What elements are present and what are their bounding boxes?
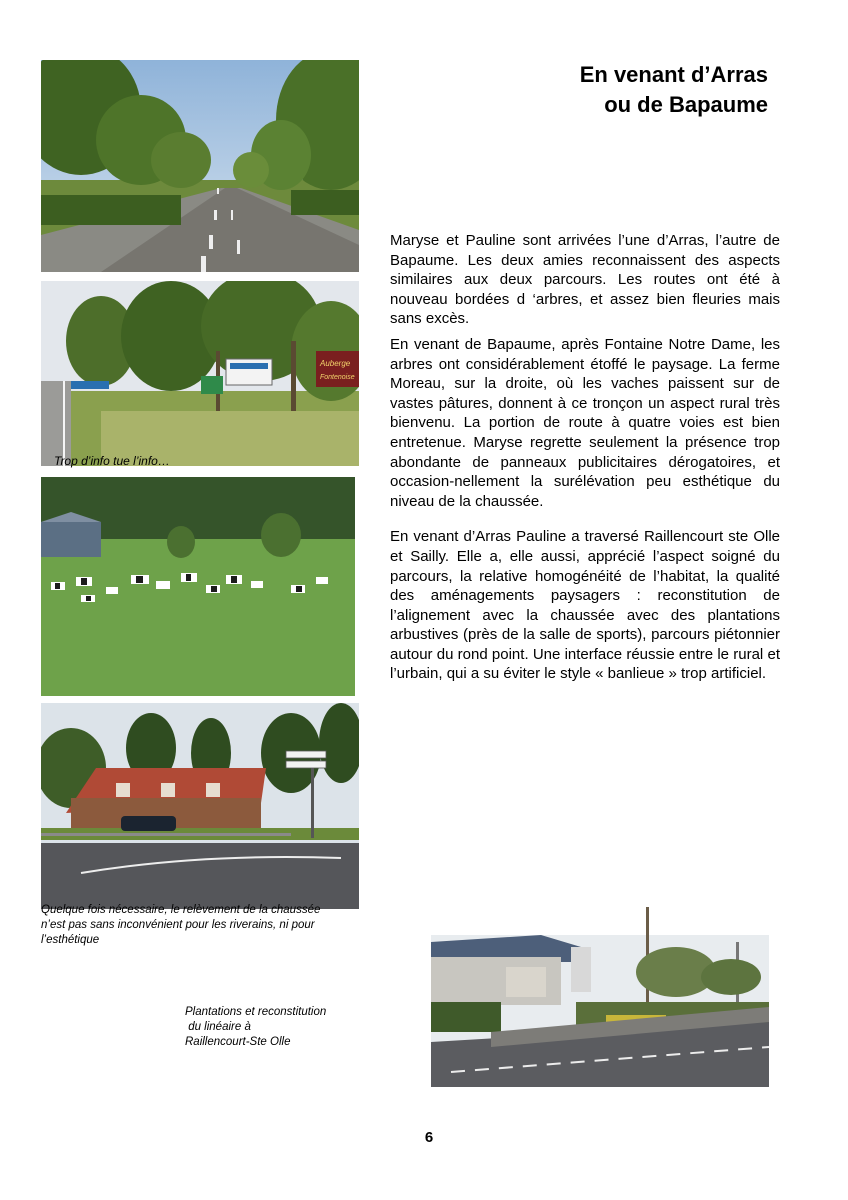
photo-raillencourt-plantations [431, 907, 769, 1087]
caption-signs: Trop d’info tue l’info… [54, 454, 170, 468]
paragraph-arras: En venant d’Arras Pauline a traversé Raillencourt ste Olle et Sailly. Elle a, elle aussi, apprécié l’aspect soigné du parcours, la relative homogénéité de l’habitat, la qualité des aménagements paysagers : reconstitution de l’alignement avec la chaussée avec des plantations arbustives (près de la salle de sports), parcours piétonnier autour du rond point. Une interface réussie entre le rural et l’urbain, qui a su éviter le style « banlieue » trop artificiel. [390, 528, 780, 683]
page-number: 6 [424, 1129, 434, 1146]
sign-fontenoise-text: Fontenoise [320, 374, 355, 381]
photo-cows-pasture [41, 477, 355, 696]
caption-plantations [185, 1005, 326, 1050]
paragraph-bapaume: En venant de Bapaume, après Fontaine Notre Dame, les arbres ont considérablement étoffé le paysage. La ferme Moreau, sur la droite, où les vaches paissent sur de vastes pâtures, donnent à ce tronçon un aspect rural très bienvenu. La portion de route à quatre voies est bien entretenue. Maryse regrette seulement la présence trop abondante de panneaux publicitaires dérogatoires, et occasion-nellement la surélévation peu esthétique du niveau de la chaussée. [390, 335, 780, 510]
article-body [390, 231, 780, 690]
caption-plantations-line-3: Raillencourt-Ste Olle [185, 1036, 291, 1048]
photo-raised-road-house [41, 703, 359, 909]
paragraph-intro: Maryse et Pauline sont arrivées l’une d’Arras, l’autre de Bapaume. Les deux amies reconnaissent des aspects similaires aux deux parcours. Les routes ont été à nouveau bordées d ‘arbres, et assez bien fleuries mais sans excès. [390, 232, 780, 328]
page-title-line-2: ou de Bapaume [604, 92, 768, 117]
photo-roadside-signs [41, 281, 359, 466]
caption-raised-road: Quelque fois nécessaire, le relèvement de la chaussée n’est pas sans inconvénient pour les riverains, ni pour l’esthétique [41, 904, 321, 946]
sign-auberge-text: Auberge [320, 359, 351, 368]
page-title-line-1: En venant d’Arras [579, 62, 768, 87]
photo-tree-lined-road [41, 60, 359, 272]
caption-plantations-line-2: du linéaire à [185, 1021, 251, 1033]
caption-plantations-line-1: Plantations et reconstitution [185, 1006, 327, 1018]
page-title [580, 60, 768, 120]
